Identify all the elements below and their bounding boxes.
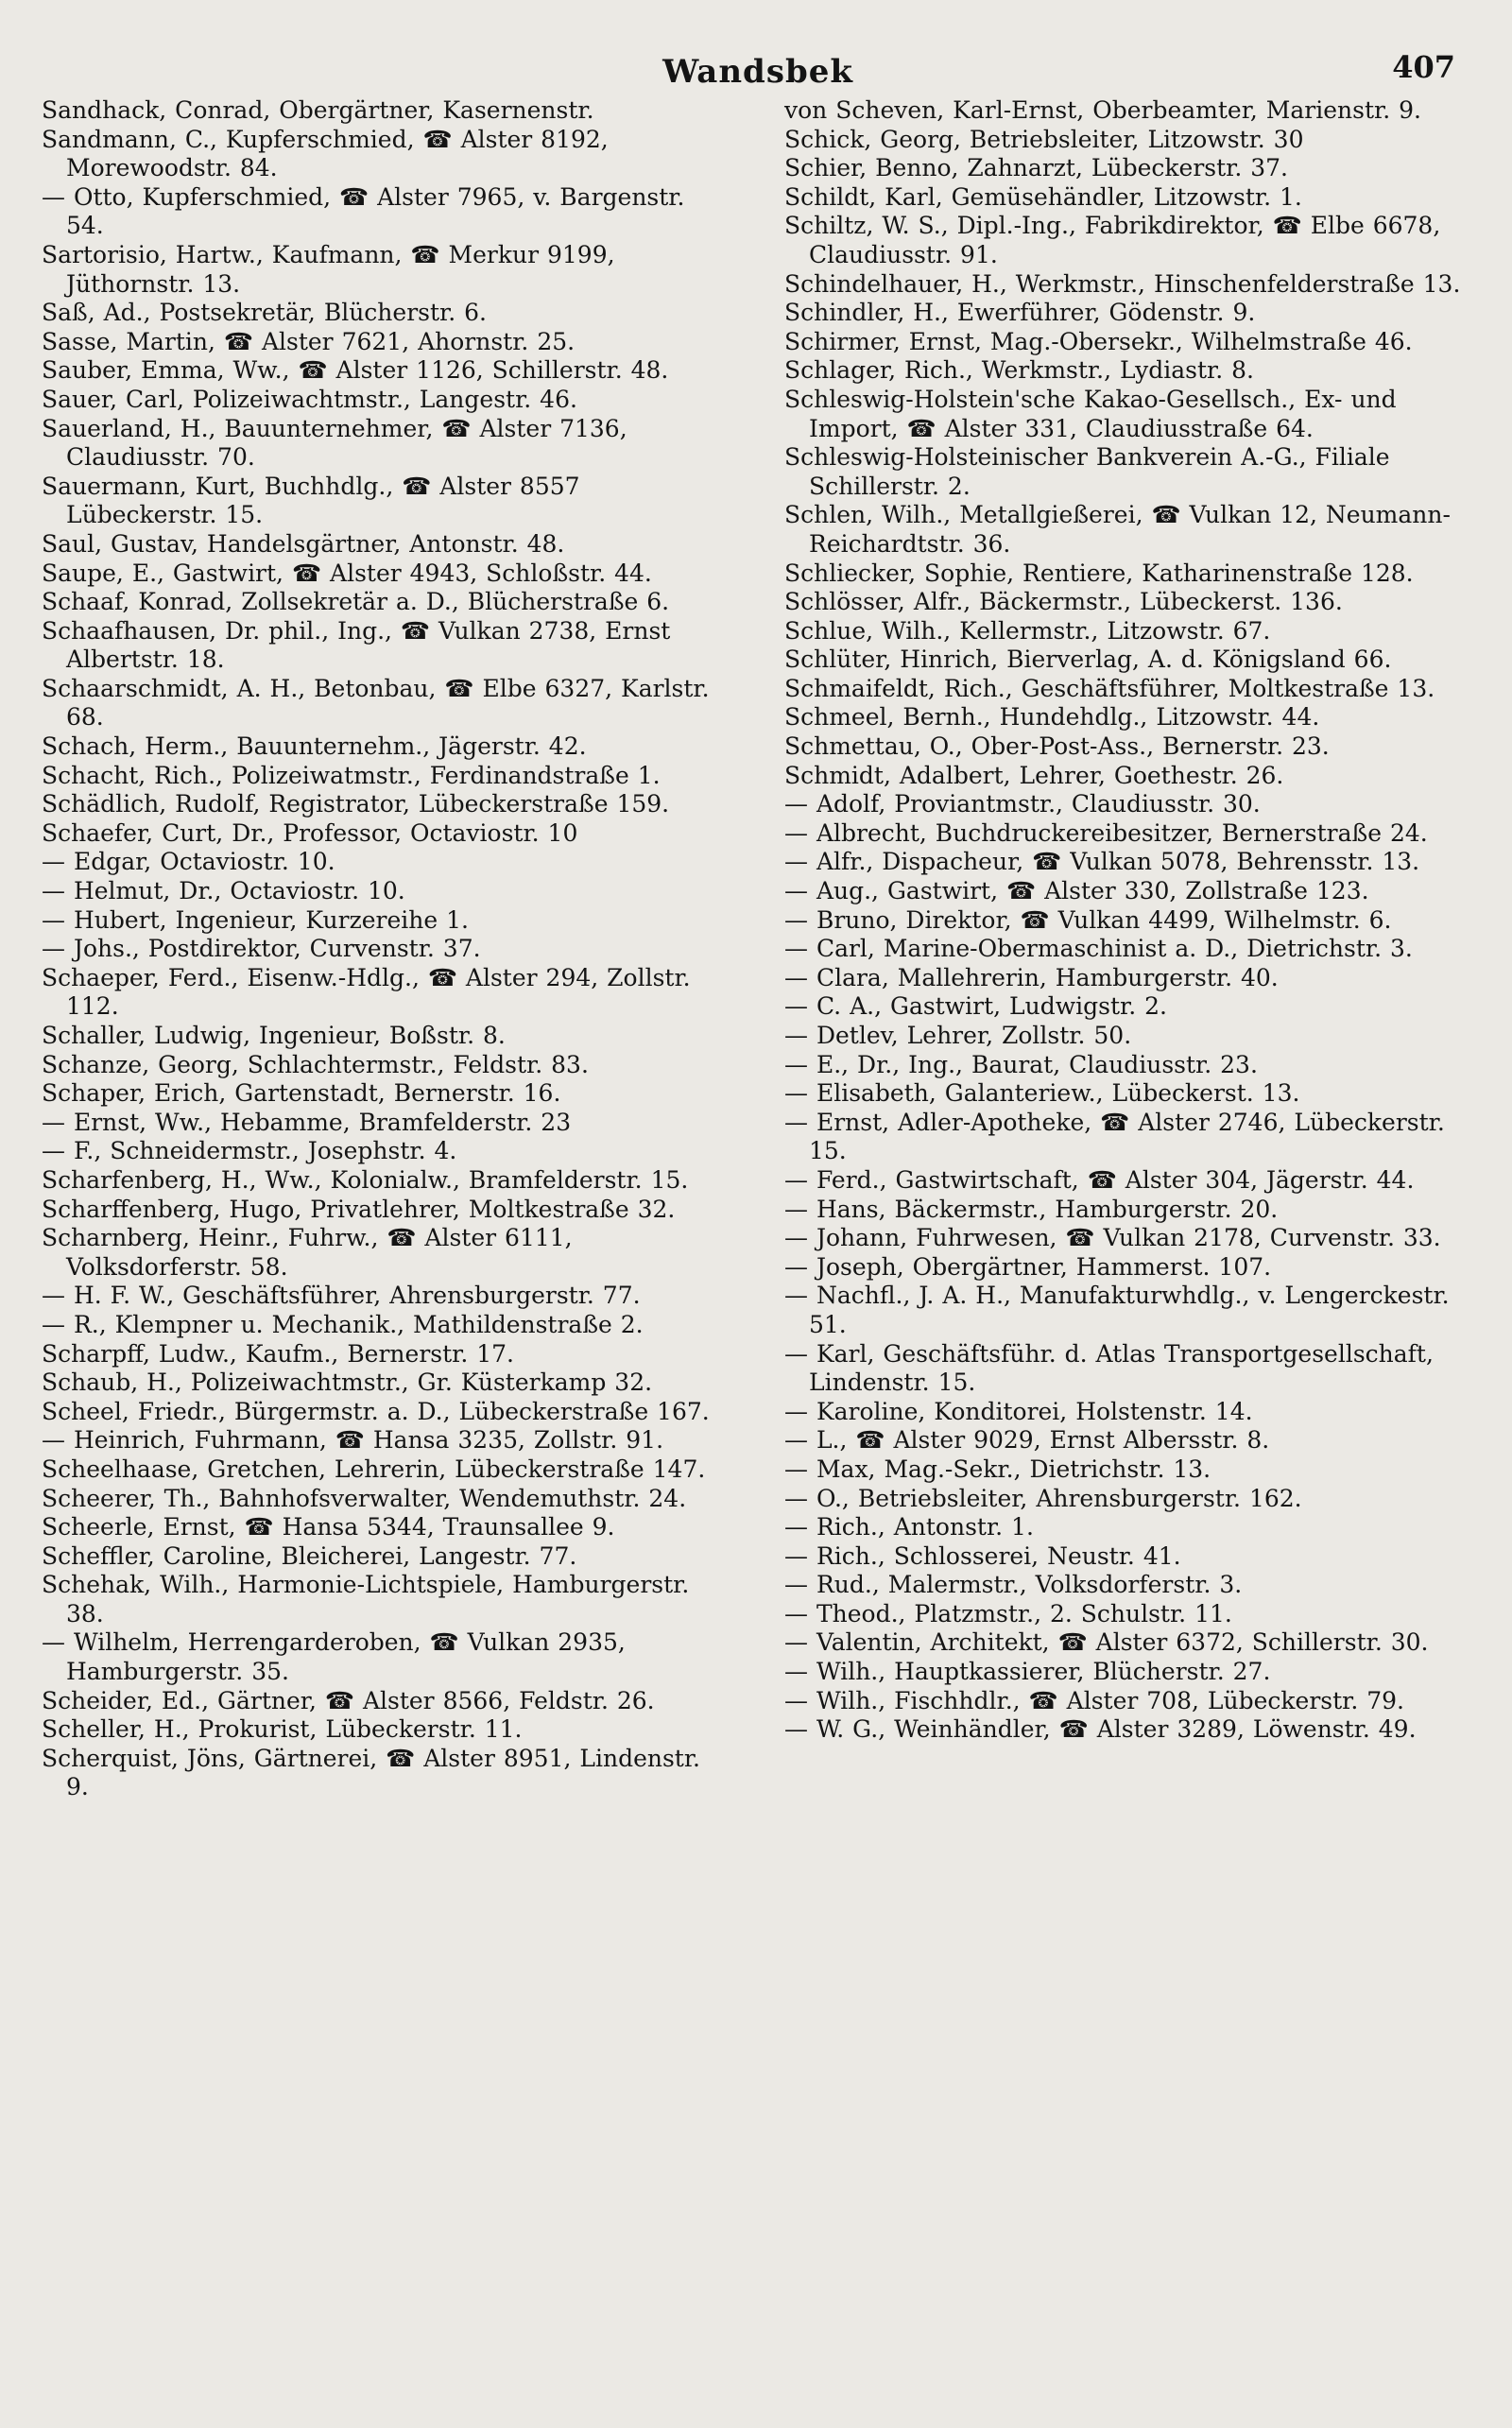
directory-entry: Schmeel, Bernh., Hundehdlg., Litzowstr. 44.: [784, 703, 1320, 732]
directory-entry: Schmidt, Adalbert, Lehrer, Goethestr. 26.: [784, 761, 1284, 789]
directory-entry: Schädlich, Rudolf, Registrator, Lübeckerstraße 159.: [42, 790, 670, 818]
directory-entry: Schaeper, Ferd., Eisenw.-Hdlg., ☎ Alster 294, Zollstr. 112.: [42, 963, 691, 1021]
directory-entry: — Karoline, Konditorei, Holstenstr. 14.: [784, 1397, 1253, 1425]
directory-entry: Schmettau, O., Ober-Post-Ass., Bernerstr. 23.: [784, 732, 1330, 761]
directory-entry: Sasse, Martin, ☎ Alster 7621, Ahornstr. 25.: [42, 327, 576, 355]
directory-entry: Schaller, Ludwig, Ingenieur, Boßstr. 8.: [42, 1022, 506, 1049]
directory-entry: — Johann, Fuhrwesen, ☎ Vulkan 2178, Curvenstr. 33.: [784, 1224, 1441, 1252]
directory-entry: Schleswig-Holstein'sche Kakao-Gesellsch., Ex- und Import, ☎ Alster 331, Claudiusstraße 64.: [784, 385, 1397, 442]
directory-entry: — Hans, Bäckermstr., Hamburgerstr. 20.: [784, 1195, 1279, 1223]
directory-entry: Schlager, Rich., Werkmstr., Lydiastr. 8.: [784, 356, 1254, 385]
directory-entry: Scheller, H., Prokurist, Lübeckerstr. 11.: [42, 1715, 523, 1744]
directory-entry: Sartorisio, Hartw., Kaufmann, ☎ Merkur 9199, Jüthornstr. 13.: [42, 240, 615, 298]
directory-entry: — F., Schneidermstr., Josephstr. 4.: [42, 1137, 457, 1165]
directory-entry: — Carl, Marine-Obermaschinist a. D., Dietrichstr. 3.: [784, 935, 1413, 963]
directory-entry: von Scheven, Karl-Ernst, Oberbeamter, Marienstr. 9.: [784, 96, 1421, 124]
directory-entry: — Otto, Kupferschmied, ☎ Alster 7965, v. Bargenstr. 54.: [42, 182, 685, 240]
directory-entry: — Wilh., Fischhdlr., ☎ Alster 708, Lübeckerstr. 79.: [784, 1686, 1404, 1714]
directory-entry: Schaarschmidt, A. H., Betonbau, ☎ Elbe 6327, Karlstr. 68.: [42, 674, 710, 732]
directory-entry: Saupe, E., Gastwirt, ☎ Alster 4943, Schloßstr. 44.: [42, 559, 652, 587]
page-header: [42, 28, 1474, 96]
directory-entry: Sauerland, H., Bauunternehmer, ☎ Alster 7136, Claudiusstr. 70.: [42, 414, 627, 472]
directory-entry: — C. A., Gastwirt, Ludwigstr. 2.: [784, 992, 1167, 1021]
directory-entry: Schick, Georg, Betriebsleiter, Litzowstr. 30: [784, 125, 1304, 153]
directory-entry: Sandmann, C., Kupferschmied, ☎ Alster 8192, Morewoodstr. 84.: [42, 125, 609, 182]
directory-entry: — Ernst, Adler-Apotheke, ☎ Alster 2746, Lübeckerstr. 15.: [784, 1108, 1445, 1165]
directory-entry: — Bruno, Direktor, ☎ Vulkan 4499, Wilhelmstr. 6.: [784, 905, 1392, 934]
directory-entry: — Nachfl., J. A. H., Manufakturwhdlg., v. Lengerckestr. 51.: [784, 1282, 1450, 1338]
directory-entry: — Wilh., Hauptkassierer, Blücherstr. 27.: [784, 1658, 1271, 1686]
directory-entry: — Karl, Geschäftsführ. d. Atlas Transportgesellschaft, Lindenstr. 15.: [784, 1339, 1434, 1397]
directory-entry: Scheerle, Ernst, ☎ Hansa 5344, Traunsallee 9.: [42, 1513, 615, 1541]
directory-entry: — Max, Mag.-Sekr., Dietrichstr. 13.: [784, 1455, 1211, 1483]
directory-entry: Schirmer, Ernst, Mag.-Obersekr., Wilhelmstraße 46.: [784, 327, 1413, 355]
directory-entry: — Ferd., Gastwirtschaft, ☎ Alster 304, Jägerstr. 44.: [784, 1165, 1415, 1194]
directory-entry: — L., ☎ Alster 9029, Ernst Albersstr. 8.: [784, 1426, 1270, 1455]
directory-entry: — Johs., Postdirektor, Curvenstr. 37.: [42, 935, 481, 963]
directory-entry: Scheel, Friedr., Bürgermstr. a. D., Lübeckerstraße 167.: [42, 1397, 710, 1425]
directory-entry: Scharfenberg, H., Ww., Kolonialw., Bramfelderstr. 15.: [42, 1165, 689, 1194]
directory-entry: — Clara, Mallehrerin, Hamburgerstr. 40.: [784, 963, 1279, 991]
directory-entry: Schindler, H., Ewerführer, Gödenstr. 9.: [784, 299, 1256, 327]
directory-entry: — Alfr., Dispacheur, ☎ Vulkan 5078, Behrensstr. 13.: [784, 848, 1420, 876]
directory-entry: Schaper, Erich, Gartenstadt, Bernerstr. 16.: [42, 1079, 561, 1108]
running-title: Wandsbek: [662, 53, 853, 91]
directory-entry: Scheelhaase, Gretchen, Lehrerin, Lübeckerstraße 147.: [42, 1455, 706, 1483]
directory-entry: Schaafhausen, Dr. phil., Ing., ☎ Vulkan 2738, Ernst Albertstr. 18.: [42, 616, 671, 674]
directory-entry: — Helmut, Dr., Octaviostr. 10.: [42, 877, 405, 905]
directory-entry: Schlen, Wilh., Metallgießerei, ☎ Vulkan 12, Neumann-Reichardtstr. 36.: [784, 501, 1451, 558]
directory-entry: Schliecker, Sophie, Rentiere, Katharinenstraße 128.: [784, 559, 1414, 587]
directory-entry: — R., Klempner u. Mechanik., Mathildenstraße 2.: [42, 1310, 644, 1338]
directory-entry: Schier, Benno, Zahnarzt, Lübeckerstr. 37.: [784, 154, 1289, 182]
directory-entry: — Rich., Antonstr. 1.: [784, 1513, 1034, 1541]
directory-entry: Schaaf, Konrad, Zollsekretär a. D., Blücherstraße 6.: [42, 588, 670, 616]
directory-entry: Schlue, Wilh., Kellermstr., Litzowstr. 67.: [784, 616, 1271, 645]
directory-entry: Scharffenberg, Hugo, Privatlehrer, Moltkestraße 32.: [42, 1195, 676, 1223]
directory-entry: — Ernst, Ww., Hebamme, Bramfelderstr. 23: [42, 1108, 572, 1136]
directory-entry: — Aug., Gastwirt, ☎ Alster 330, Zollstraße 123.: [784, 877, 1369, 905]
directory-entry: Scharnberg, Heinr., Fuhrw., ☎ Alster 6111, Volksdorferstr. 58.: [42, 1224, 573, 1281]
directory-entry: Schehak, Wilh., Harmonie-Lichtspiele, Hamburgerstr. 38.: [42, 1571, 690, 1627]
directory-entry: Schildt, Karl, Gemüsehändler, Litzowstr. 1.: [784, 182, 1302, 211]
directory-entry: Sandhack, Conrad, Obergärtner, Kasernenstr.: [42, 96, 594, 124]
directory-entry: Scharpff, Ludw., Kaufm., Bernerstr. 17.: [42, 1339, 515, 1368]
directory-entry: — Joseph, Obergärtner, Hammerst. 107.: [784, 1252, 1272, 1281]
directory-entry: Schiltz, W. S., Dipl.-Ing., Fabrikdirektor, ☎ Elbe 6678, Claudiusstr. 91.: [784, 212, 1441, 268]
directory-entry: — Wilhelm, Herrengarderoben, ☎ Vulkan 2935, Hamburgerstr. 35.: [42, 1628, 626, 1686]
directory-entry: — Valentin, Architekt, ☎ Alster 6372, Schillerstr. 30.: [784, 1628, 1429, 1657]
directory-entry: Schlüter, Hinrich, Bierverlag, A. d. Königsland 66.: [784, 646, 1392, 674]
directory-entry: Sauermann, Kurt, Buchhdlg., ☎ Alster 8557 Lübeckerstr. 15.: [42, 472, 580, 529]
directory-entry: — Theod., Platzmstr., 2. Schulstr. 11.: [784, 1599, 1232, 1627]
directory-entry: Scheerer, Th., Bahnhofsverwalter, Wendemuthstr. 24.: [42, 1484, 687, 1512]
directory-entry: — O., Betriebsleiter, Ahrensburgerstr. 162.: [784, 1484, 1302, 1512]
directory-entry: — Edgar, Octaviostr. 10.: [42, 848, 335, 876]
directory-entry: Saß, Ad., Postsekretär, Blücherstr. 6.: [42, 299, 487, 327]
directory-entry: Schaub, H., Polizeiwachtmstr., Gr. Küsterkamp 32.: [42, 1369, 653, 1397]
directory-entry: Sauer, Carl, Polizeiwachtmstr., Langestr. 46.: [42, 385, 577, 413]
directory-entry: Saul, Gustav, Handelsgärtner, Antonstr. 48.: [42, 529, 565, 558]
directory-entry: — Heinrich, Fuhrmann, ☎ Hansa 3235, Zollstr. 91.: [42, 1426, 664, 1455]
directory-entry: Schlösser, Alfr., Bäckermstr., Lübeckerst. 136.: [784, 588, 1343, 616]
directory-entry: Schacht, Rich., Polizeiwatmstr., Ferdinandstraße 1.: [42, 761, 661, 789]
directory-entry: — Rich., Schlosserei, Neustr. 41.: [784, 1541, 1181, 1570]
directory-entry: Scherquist, Jöns, Gärtnerei, ☎ Alster 8951, Lindenstr. 9.: [42, 1744, 700, 1801]
left-column: [42, 96, 730, 1802]
directory-entry: — Hubert, Ingenieur, Kurzereihe 1.: [42, 905, 469, 934]
directory-entry: — Adolf, Proviantmstr., Claudiusstr. 30.: [784, 790, 1261, 818]
directory-entry: Schleswig-Holsteinischer Bankverein A.-G., Filiale Schillerstr. 2.: [784, 443, 1390, 500]
directory-entry: — Rud., Malermstr., Volksdorferstr. 3.: [784, 1571, 1243, 1599]
directory-entry: Schach, Herm., Bauunternehm., Jägerstr. 42.: [42, 732, 587, 761]
right-column: [784, 96, 1474, 1802]
directory-entry: Schanze, Georg, Schlachtermstr., Feldstr. 83.: [42, 1050, 589, 1078]
directory-entry: — Albrecht, Buchdruckereibesitzer, Bernerstraße 24.: [784, 818, 1428, 847]
directory-entry: — E., Dr., Ing., Baurat, Claudiusstr. 23.: [784, 1050, 1258, 1078]
directory-entry: Schaefer, Curt, Dr., Professor, Octaviostr. 10: [42, 818, 578, 847]
directory-entry: — Elisabeth, Galanteriew., Lübeckerst. 13.: [784, 1079, 1300, 1108]
directory-entry: Scheider, Ed., Gärtner, ☎ Alster 8566, Feldstr. 26.: [42, 1686, 655, 1714]
directory-columns: [42, 96, 1474, 1802]
directory-entry: — Detlev, Lehrer, Zollstr. 50.: [784, 1022, 1132, 1049]
directory-entry: Schmaifeldt, Rich., Geschäftsführer, Moltkestraße 13.: [784, 674, 1435, 702]
directory-entry: Sauber, Emma, Ww., ☎ Alster 1126, Schillerstr. 48.: [42, 356, 669, 385]
directory-entry: Schindelhauer, H., Werkmstr., Hinschenfelderstraße 13.: [784, 269, 1461, 298]
directory-entry: Scheffler, Caroline, Bleicherei, Langestr. 77.: [42, 1541, 577, 1570]
page-number: 407: [1392, 49, 1455, 85]
directory-entry: — H. F. W., Geschäftsführer, Ahrensburgerstr. 77.: [42, 1282, 641, 1310]
directory-entry: — W. G., Weinhändler, ☎ Alster 3289, Löwenstr. 49.: [784, 1715, 1417, 1744]
